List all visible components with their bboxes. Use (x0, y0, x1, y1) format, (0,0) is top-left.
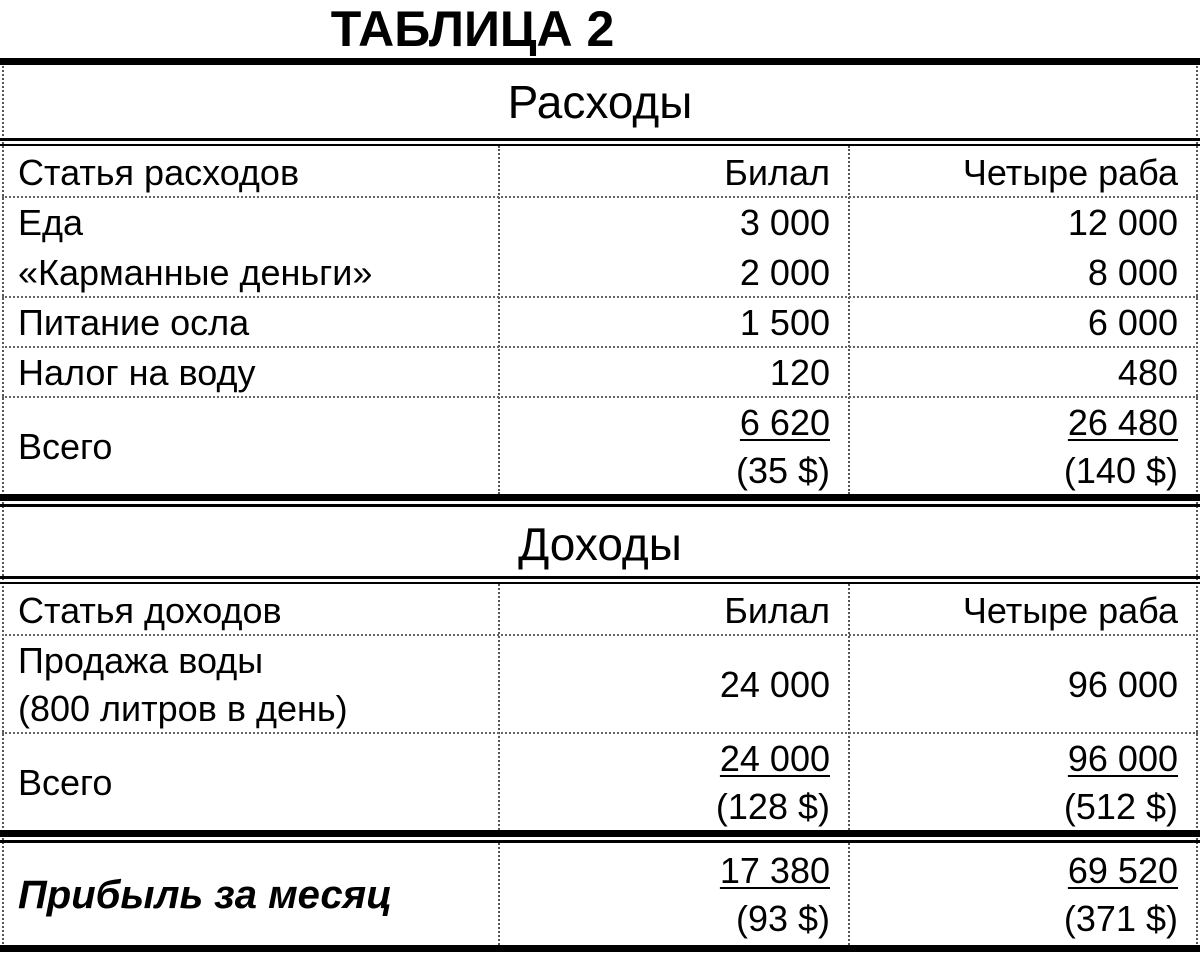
profit-col2: 69 520 (1067, 850, 1178, 891)
rule-bottom (0, 945, 1200, 952)
expense-item: «Карманные деньги» (18, 252, 373, 293)
expenses-header-col1: Билал (724, 152, 830, 193)
expense-col2: 12 000 (1067, 202, 1178, 243)
expense-item: Питание осла (18, 302, 250, 343)
income-total-col1-usd: (128 $) (715, 786, 830, 827)
row-divider (2, 196, 1198, 198)
table-title (0, 0, 1200, 58)
profit-col2-usd: (371 $) (1063, 898, 1178, 939)
income-item-line1: Продажа воды (18, 640, 264, 681)
col-divider-1 (498, 843, 500, 945)
expenses-total-col1: 6 620 (739, 402, 830, 443)
rule-expenses-heading-1 (0, 138, 1200, 141)
income-total-label: Всего (18, 762, 113, 803)
expense-col1: 1 500 (739, 302, 830, 343)
expense-col1: 2 000 (739, 252, 830, 293)
income-header-col2: Четыре раба (962, 590, 1178, 631)
expenses-total-col1-usd: (35 $) (735, 450, 830, 491)
expenses-total-col2: 26 480 (1067, 402, 1178, 443)
rule-top (0, 58, 1200, 65)
row-divider (2, 396, 1198, 398)
income-header-item: Статья доходов (18, 590, 282, 631)
income-header-col1: Билал (724, 590, 830, 631)
expenses-total-col2-usd: (140 $) (1063, 450, 1178, 491)
income-total-col1: 24 000 (719, 738, 830, 779)
expenses-header-item: Статья расходов (18, 152, 300, 193)
expenses-heading: Расходы (507, 76, 693, 128)
profit-label: Прибыль за месяц (18, 873, 393, 917)
table-title-text: ТАБЛИЦА 2 (330, 1, 615, 57)
expense-item: Еда (18, 202, 84, 243)
expense-col2: 6 000 (1087, 302, 1178, 343)
rule-profit-start (0, 840, 1200, 843)
profit-col1-usd: (93 $) (735, 898, 830, 939)
income-total-col2: 96 000 (1067, 738, 1178, 779)
rule-expenses-end (0, 494, 1200, 501)
rule-income-end (0, 830, 1200, 837)
income-heading: Доходы (518, 518, 682, 570)
rule-income-start (0, 504, 1200, 507)
expenses-header-col2: Четыре раба (962, 152, 1178, 193)
expenses-total-label: Всего (18, 426, 113, 467)
rule-income-heading-2 (0, 582, 1200, 584)
expense-item: Налог на воду (18, 352, 256, 393)
income-item-line2: (800 литров в день) (18, 688, 348, 729)
col-divider-2 (848, 584, 850, 830)
col-divider-1 (498, 146, 500, 494)
col-divider-2 (848, 843, 850, 945)
income-col1: 24 000 (719, 664, 830, 705)
expense-col1: 120 (769, 352, 830, 393)
col-divider-1 (498, 584, 500, 830)
income-col2: 96 000 (1067, 664, 1178, 705)
row-divider (2, 732, 1198, 734)
rule-income-heading-1 (0, 576, 1200, 579)
profit-col1: 17 380 (719, 850, 830, 891)
expense-col2: 480 (1117, 352, 1178, 393)
col-divider-2 (848, 146, 850, 494)
income-total-col2-usd: (512 $) (1063, 786, 1178, 827)
expense-col1: 3 000 (739, 202, 830, 243)
rule-expenses-heading-2 (0, 144, 1200, 146)
expense-col2: 8 000 (1087, 252, 1178, 293)
